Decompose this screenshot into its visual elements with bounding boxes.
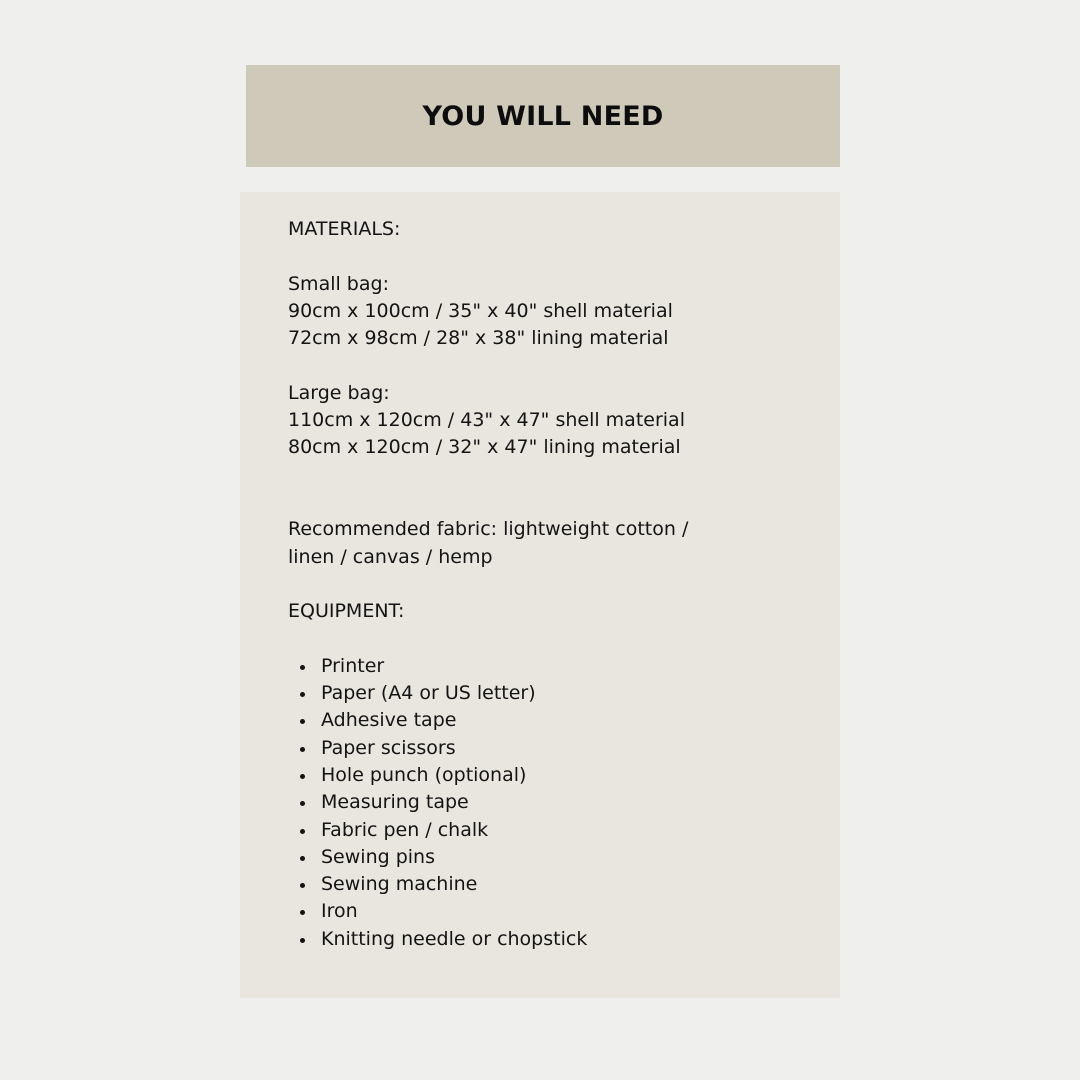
spacer	[288, 625, 808, 652]
recommended-fabric-line-1: Recommended fabric: lightweight cotton /	[288, 518, 689, 541]
list-item: Paper (A4 or US letter)	[288, 680, 808, 707]
spacer	[288, 243, 808, 270]
list-item: Fabric pen / chalk	[288, 817, 808, 844]
list-item: Hole punch (optional)	[288, 762, 808, 789]
equipment-list	[288, 653, 808, 953]
recommended-fabric-line-2: linen / canvas / hemp	[288, 545, 493, 568]
spacer	[288, 571, 808, 598]
page-title: YOU WILL NEED	[422, 100, 664, 132]
list-item: Adhesive tape	[288, 707, 808, 734]
large-bag-shell: 110cm x 120cm / 43" x 47" shell material	[288, 409, 685, 432]
small-bag-shell: 90cm x 100cm / 35" x 40" shell material	[288, 299, 673, 322]
list-item: Knitting needle or chopstick	[288, 926, 808, 953]
small-bag-lining: 72cm x 98cm / 28" x 38" lining material	[288, 327, 669, 350]
spacer	[288, 462, 808, 517]
list-item: Paper scissors	[288, 735, 808, 762]
list-item: Printer	[288, 653, 808, 680]
list-item: Sewing pins	[288, 844, 808, 871]
content-panel	[240, 192, 840, 998]
equipment-heading: EQUIPMENT:	[288, 600, 405, 623]
large-bag-lining: 80cm x 120cm / 32" x 47" lining material	[288, 436, 681, 459]
requirements-text	[288, 216, 808, 953]
spacer	[288, 352, 808, 379]
list-item: Measuring tape	[288, 789, 808, 816]
materials-heading: MATERIALS:	[288, 218, 401, 240]
title-banner	[246, 65, 840, 167]
list-item: Iron	[288, 898, 808, 925]
list-item: Sewing machine	[288, 871, 808, 898]
small-bag-label: Small bag:	[288, 272, 389, 295]
large-bag-label: Large bag:	[288, 381, 390, 404]
